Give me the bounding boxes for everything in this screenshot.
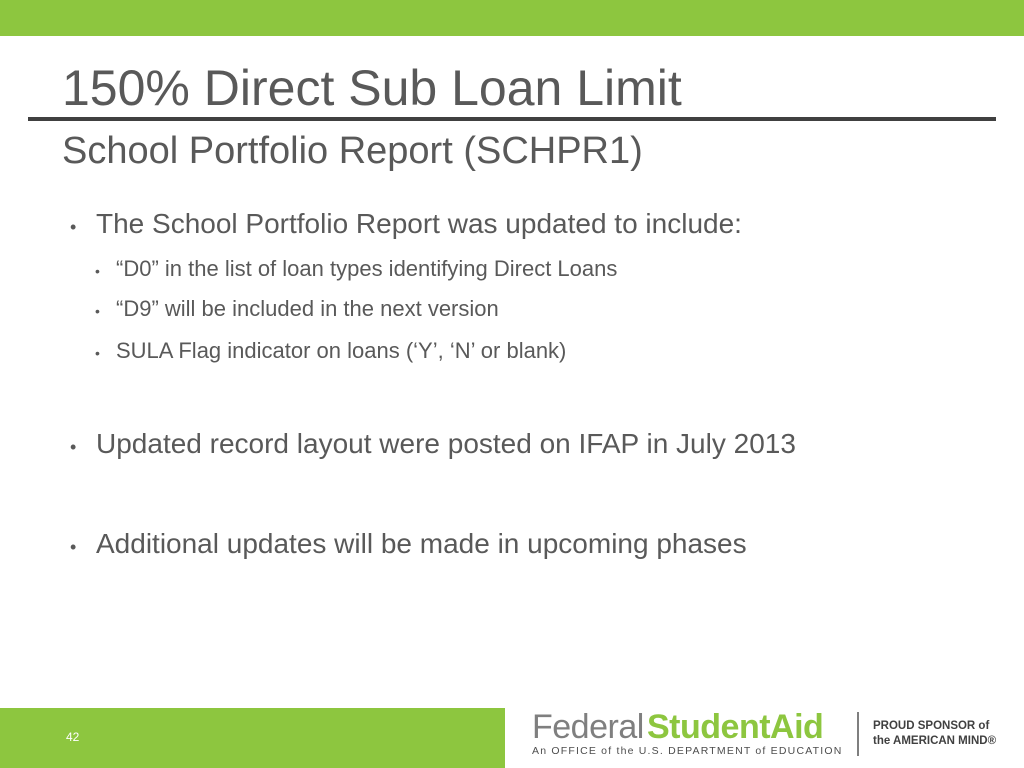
bullet-item <box>70 427 796 464</box>
bullet-item <box>70 207 742 244</box>
slide-title: 150% Direct Sub Loan Limit <box>62 60 682 116</box>
sub-bullet-item <box>95 337 566 367</box>
sponsor-line-2: the AMERICAN MIND® <box>873 735 997 747</box>
bullet-dot: • <box>95 345 100 361</box>
slide-subtitle: School Portfolio Report (SCHPR1) <box>62 130 643 172</box>
federal-student-aid-logo <box>532 707 842 765</box>
page-number: 42 <box>66 730 80 744</box>
bullet-text: The School Portfolio Report was updated to include: <box>96 208 742 239</box>
bullet-dot: • <box>70 537 77 557</box>
logo-word-federal: Federal <box>532 708 644 746</box>
sub-bullet-item <box>95 295 499 325</box>
sub-bullet-text: “D9” will be included in the next version <box>116 296 499 321</box>
bullet-text: Additional updates will be made in upcoming phases <box>96 528 747 559</box>
bullet-item <box>70 527 747 564</box>
bullet-text: Updated record layout were posted on IFAP in July 2013 <box>96 428 796 459</box>
sponsor-text <box>873 719 996 749</box>
title-underline <box>28 117 996 121</box>
bullet-dot: • <box>95 263 100 279</box>
top-accent-bar <box>0 0 1024 36</box>
logo-divider <box>857 712 859 756</box>
bullet-dot: • <box>95 303 100 319</box>
bullet-dot: • <box>70 437 77 457</box>
logo-word-student-aid: StudentAid <box>647 708 824 746</box>
sub-bullet-item <box>95 255 617 285</box>
sub-bullet-text: “D0” in the list of loan types identifying Direct Loans <box>116 256 618 281</box>
sub-bullet-text: SULA Flag indicator on loans (‘Y’, ‘N’ or blank) <box>116 338 567 363</box>
logo-tagline: An OFFICE of the U.S. DEPARTMENT of EDUCATION <box>532 745 843 757</box>
sponsor-line-1: PROUD SPONSOR of <box>873 720 990 732</box>
bullet-dot: • <box>70 217 77 237</box>
